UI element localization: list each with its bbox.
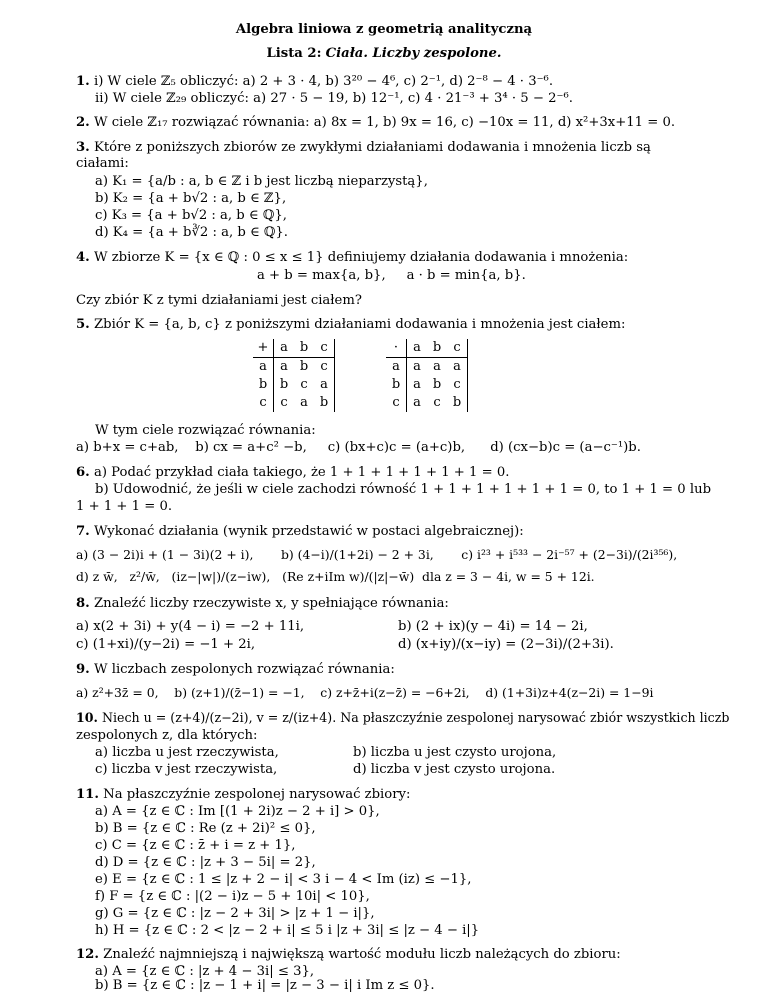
problem-11-item-h: h) H = {z ∈ ℂ : 2 < |z − 2 + i| ≤ 5 i |z + 3i| ≤ |z − 4 − i|} — [95, 923, 480, 938]
problem-10-line-1: Niech u = (z+4)/(z−2i), v = z/(iz+4). Na płaszczyźnie zespolonej narysować zbiór wszystkich liczb — [101, 710, 730, 725]
problem-number: 1. — [76, 74, 90, 89]
document-title: Algebra liniowa z geometrią analityczną — [235, 22, 533, 37]
list-subtitle: Ciała. Liczby zespolone. — [325, 46, 502, 61]
problem-11-item-g: g) G = {z ∈ ℂ : |z − 2 + 3i| > |z + 1 − i|}, — [95, 906, 375, 921]
table-cell: b — [279, 377, 289, 392]
problem-9 — [76, 662, 395, 678]
problem-10-c: c) liczba v jest rzeczywista, — [95, 762, 278, 777]
table-cell: a — [274, 339, 295, 358]
problem-number: 8. — [76, 596, 90, 611]
list-heading — [0, 46, 768, 62]
problem-9-line-1: W liczbach zespolonych rozwiązać równania: — [93, 662, 395, 677]
table-cell: a — [300, 395, 308, 410]
problem-12-line-1: Znaleźć najmniejszą i największą wartość modułu liczb należących do zbioru: — [103, 947, 621, 962]
problem-11-item-b: b) B = {z ∈ ℂ : Re (z + 2i)² ≤ 0}, — [95, 821, 316, 836]
problem-5 — [76, 317, 625, 333]
problem-2 — [76, 115, 675, 131]
problem-6-line-2: b) Udowodnić, że jeśli w ciele zachodzi równość 1 + 1 + 1 + 1 + 1 + 1 = 0, to 1 + 1 = 0 lub — [95, 482, 712, 497]
table-cell: c — [314, 358, 335, 377]
problem-10-line-2: zespolonych z, dla których: — [76, 728, 258, 743]
problem-11-item-e: e) E = {z ∈ ℂ : 1 ≤ |z + 2 − i| < 3 i − 4 < Im (iz) ≤ −1}, — [95, 872, 472, 887]
problem-6-line-3: 1 + 1 + 1 = 0. — [76, 499, 173, 514]
table-cell: b — [432, 377, 442, 392]
problem-number: 3. — [76, 140, 90, 155]
problem-number: 10. — [76, 710, 98, 725]
problem-4 — [76, 250, 628, 266]
table-cell: c — [447, 339, 468, 358]
table-cell: b — [386, 376, 407, 394]
problem-8 — [76, 596, 449, 612]
table-cell: c — [314, 339, 335, 358]
problem-7-line-3: d) z w̄, z²/w̄, (iz−|w|)/(z−iw), (Re z+iIm w)/(|z|−w̄) dla z = 3 − 4i, w = 5 + 12i. — [76, 569, 595, 584]
table-cell: a — [407, 339, 428, 358]
problem-8-a: a) x(2 + 3i) + y(4 − i) = −2 + 11i, — [76, 619, 305, 634]
problem-11-item-f: f) F = {z ∈ ℂ : |(2 − i)z − 5 + 10i| < 10}, — [95, 889, 370, 904]
problem-10-d: d) liczba v jest czysto urojona. — [353, 762, 556, 777]
table-cell: a — [433, 359, 441, 374]
problem-3-line-1: Które z poniższych zbiorów ze zwykłymi działaniami dodawania i mnożenia liczb są — [93, 140, 651, 155]
problem-8-line-1: Znaleźć liczby rzeczywiste x, y spełniające równania: — [93, 596, 449, 611]
problem-number: 6. — [76, 465, 90, 480]
problem-10-a: a) liczba u jest rzeczywista, — [95, 745, 279, 760]
table-cell: a — [447, 358, 468, 377]
problem-3-line-2: ciałami: — [76, 156, 129, 171]
problem-2-text: W ciele ℤ₁₇ rozwiązać równania: a) 8x = 1, b) 9x = 16, c) −10x = 11, d) x²+3x+11 = 0. — [93, 115, 676, 130]
table-cell: + — [253, 339, 274, 358]
problem-11-item-c: c) C = {z ∈ ℂ : z̄ + i = z + 1}, — [95, 838, 296, 853]
problem-11-item-a: a) A = {z ∈ ℂ : Im [(1 + 2i)z − 2 + i] > 0}, — [95, 804, 380, 819]
problem-number: 11. — [76, 787, 99, 802]
problem-8-b: b) (2 + ix)(y − 4i) = 14 − 2i, — [398, 619, 588, 634]
problem-3-d: d) K₄ = {a + b∛2 : a, b ∈ ℚ}. — [95, 225, 289, 240]
problem-4-operations: a + b = max{a, b}, a · b = min{a, b}. — [257, 268, 526, 283]
problem-number: 4. — [76, 250, 90, 265]
problem-6 — [76, 465, 509, 481]
table-cell: a — [413, 377, 421, 392]
problem-10 — [76, 710, 729, 726]
problem-12-b: b) B = {z ∈ ℂ : |z − 1 + i| = |z − 3 − i| i Im z ≤ 0}. — [95, 978, 435, 993]
problem-number: 5. — [76, 317, 90, 332]
table-cell: a — [280, 359, 288, 374]
problem-3 — [76, 140, 651, 156]
table-cell: c — [280, 395, 288, 410]
problem-5-line-2: W tym ciele rozwiązać równania: — [95, 423, 316, 438]
table-cell: b — [294, 339, 314, 358]
problem-11 — [76, 787, 410, 803]
table-cell: b — [299, 359, 309, 374]
table-cell: b — [314, 394, 335, 412]
table-cell: a — [314, 376, 335, 394]
problem-3-c: c) K₃ = {a + b√2 : a, b ∈ ℚ}, — [95, 208, 287, 223]
problem-5-equations: a) b+x = c+ab, b) cx = a+c² −b, c) (bx+c)c = (a+c)b, d) (cx−b)c = (a−c⁻¹)b. — [76, 440, 641, 455]
problem-8-d: d) (x+iy)/(x−iy) = (2−3i)/(2+3i). — [398, 637, 614, 652]
problem-8-c: c) (1+xi)/(y−2i) = −1 + 2i, — [76, 637, 256, 652]
addition-table — [253, 339, 335, 412]
problem-7 — [76, 524, 524, 540]
problem-9-equations: a) z²+3z̄ = 0, b) (z+1)/(z̄−1) = −1, c) z+z̄+i(z−z̄) = −6+2i, d) (1+3i)z+4(z−2i) = 1−9i — [76, 685, 654, 700]
multiplication-table — [386, 339, 468, 412]
problem-11-line-1: Na płaszczyźnie zespolonej narysować zbiory: — [103, 787, 411, 802]
table-cell: b — [427, 339, 447, 358]
table-cell: a — [386, 358, 407, 377]
problem-4-line-1: W zbiorze K = {x ∈ ℚ : 0 ≤ x ≤ 1} definiujemy działania dodawania i mnożenia: — [93, 250, 629, 265]
table-cell: c — [447, 376, 468, 394]
table-cell: c — [386, 394, 407, 412]
table-cell: a — [413, 395, 421, 410]
list-label: Lista 2: — [266, 46, 322, 61]
table-cell: a — [253, 358, 274, 377]
problem-number: 12. — [76, 947, 99, 962]
problem-7-line-1: Wykonać działania (wynik przedstawić w postaci algebraicznej): — [93, 524, 524, 539]
problem-number: 7. — [76, 524, 90, 539]
problem-4-question: Czy zbiór K z tymi działaniami jest ciałem? — [76, 293, 362, 308]
problem-6-line-1: a) Podać przykład ciała takiego, że 1 + 1 + 1 + 1 + 1 + 1 = 0. — [93, 465, 510, 480]
problem-1 — [76, 74, 553, 90]
problem-1-line-1: i) W ciele ℤ₅ obliczyć: a) 2 + 3 · 4, b) 3²⁰ − 4⁶, c) 2⁻¹, d) 2⁻⁸ − 4 · 3⁻⁶. — [93, 74, 554, 89]
problem-1-line-2: ii) W ciele ℤ₂₉ obliczyć: a) 27 · 5 − 19, b) 12⁻¹, c) 4 · 21⁻³ + 3⁴ · 5 − 2⁻⁶. — [95, 91, 573, 106]
problem-3-b: b) K₂ = {a + b√2 : a, b ∈ ℤ}, — [95, 191, 287, 206]
table-cell: c — [433, 395, 441, 410]
problem-11-item-d: d) D = {z ∈ ℂ : |z + 3 − 5i| = 2}, — [95, 855, 316, 870]
problem-12-a: a) A = {z ∈ ℂ : |z + 4 − 3i| ≤ 3}, — [95, 964, 315, 979]
table-cell: b — [447, 394, 468, 412]
problem-number: 2. — [76, 115, 90, 130]
problem-10-b: b) liczba u jest czysto urojona, — [353, 745, 557, 760]
table-cell: b — [253, 376, 274, 394]
problem-number: 9. — [76, 662, 90, 677]
problem-12 — [76, 947, 621, 963]
table-cell: c — [253, 394, 274, 412]
problem-5-line-1: Zbiór K = {a, b, c} z poniższymi działaniami dodawania i mnożenia jest ciałem: — [93, 317, 626, 332]
table-cell: a — [413, 359, 421, 374]
table-cell: · — [386, 339, 407, 358]
problem-3-a: a) K₁ = {a/b : a, b ∈ ℤ i b jest liczbą nieparzystą}, — [95, 174, 428, 189]
table-cell: c — [300, 377, 308, 392]
problem-7-line-2: a) (3 − 2i)i + (1 − 3i)(2 + i), b) (4−i)/(1+2i) − 2 + 3i, c) i²³ + i⁵³³ − 2i⁻⁵⁷ + (2−3i)/(2i³⁵⁶), — [76, 547, 678, 562]
